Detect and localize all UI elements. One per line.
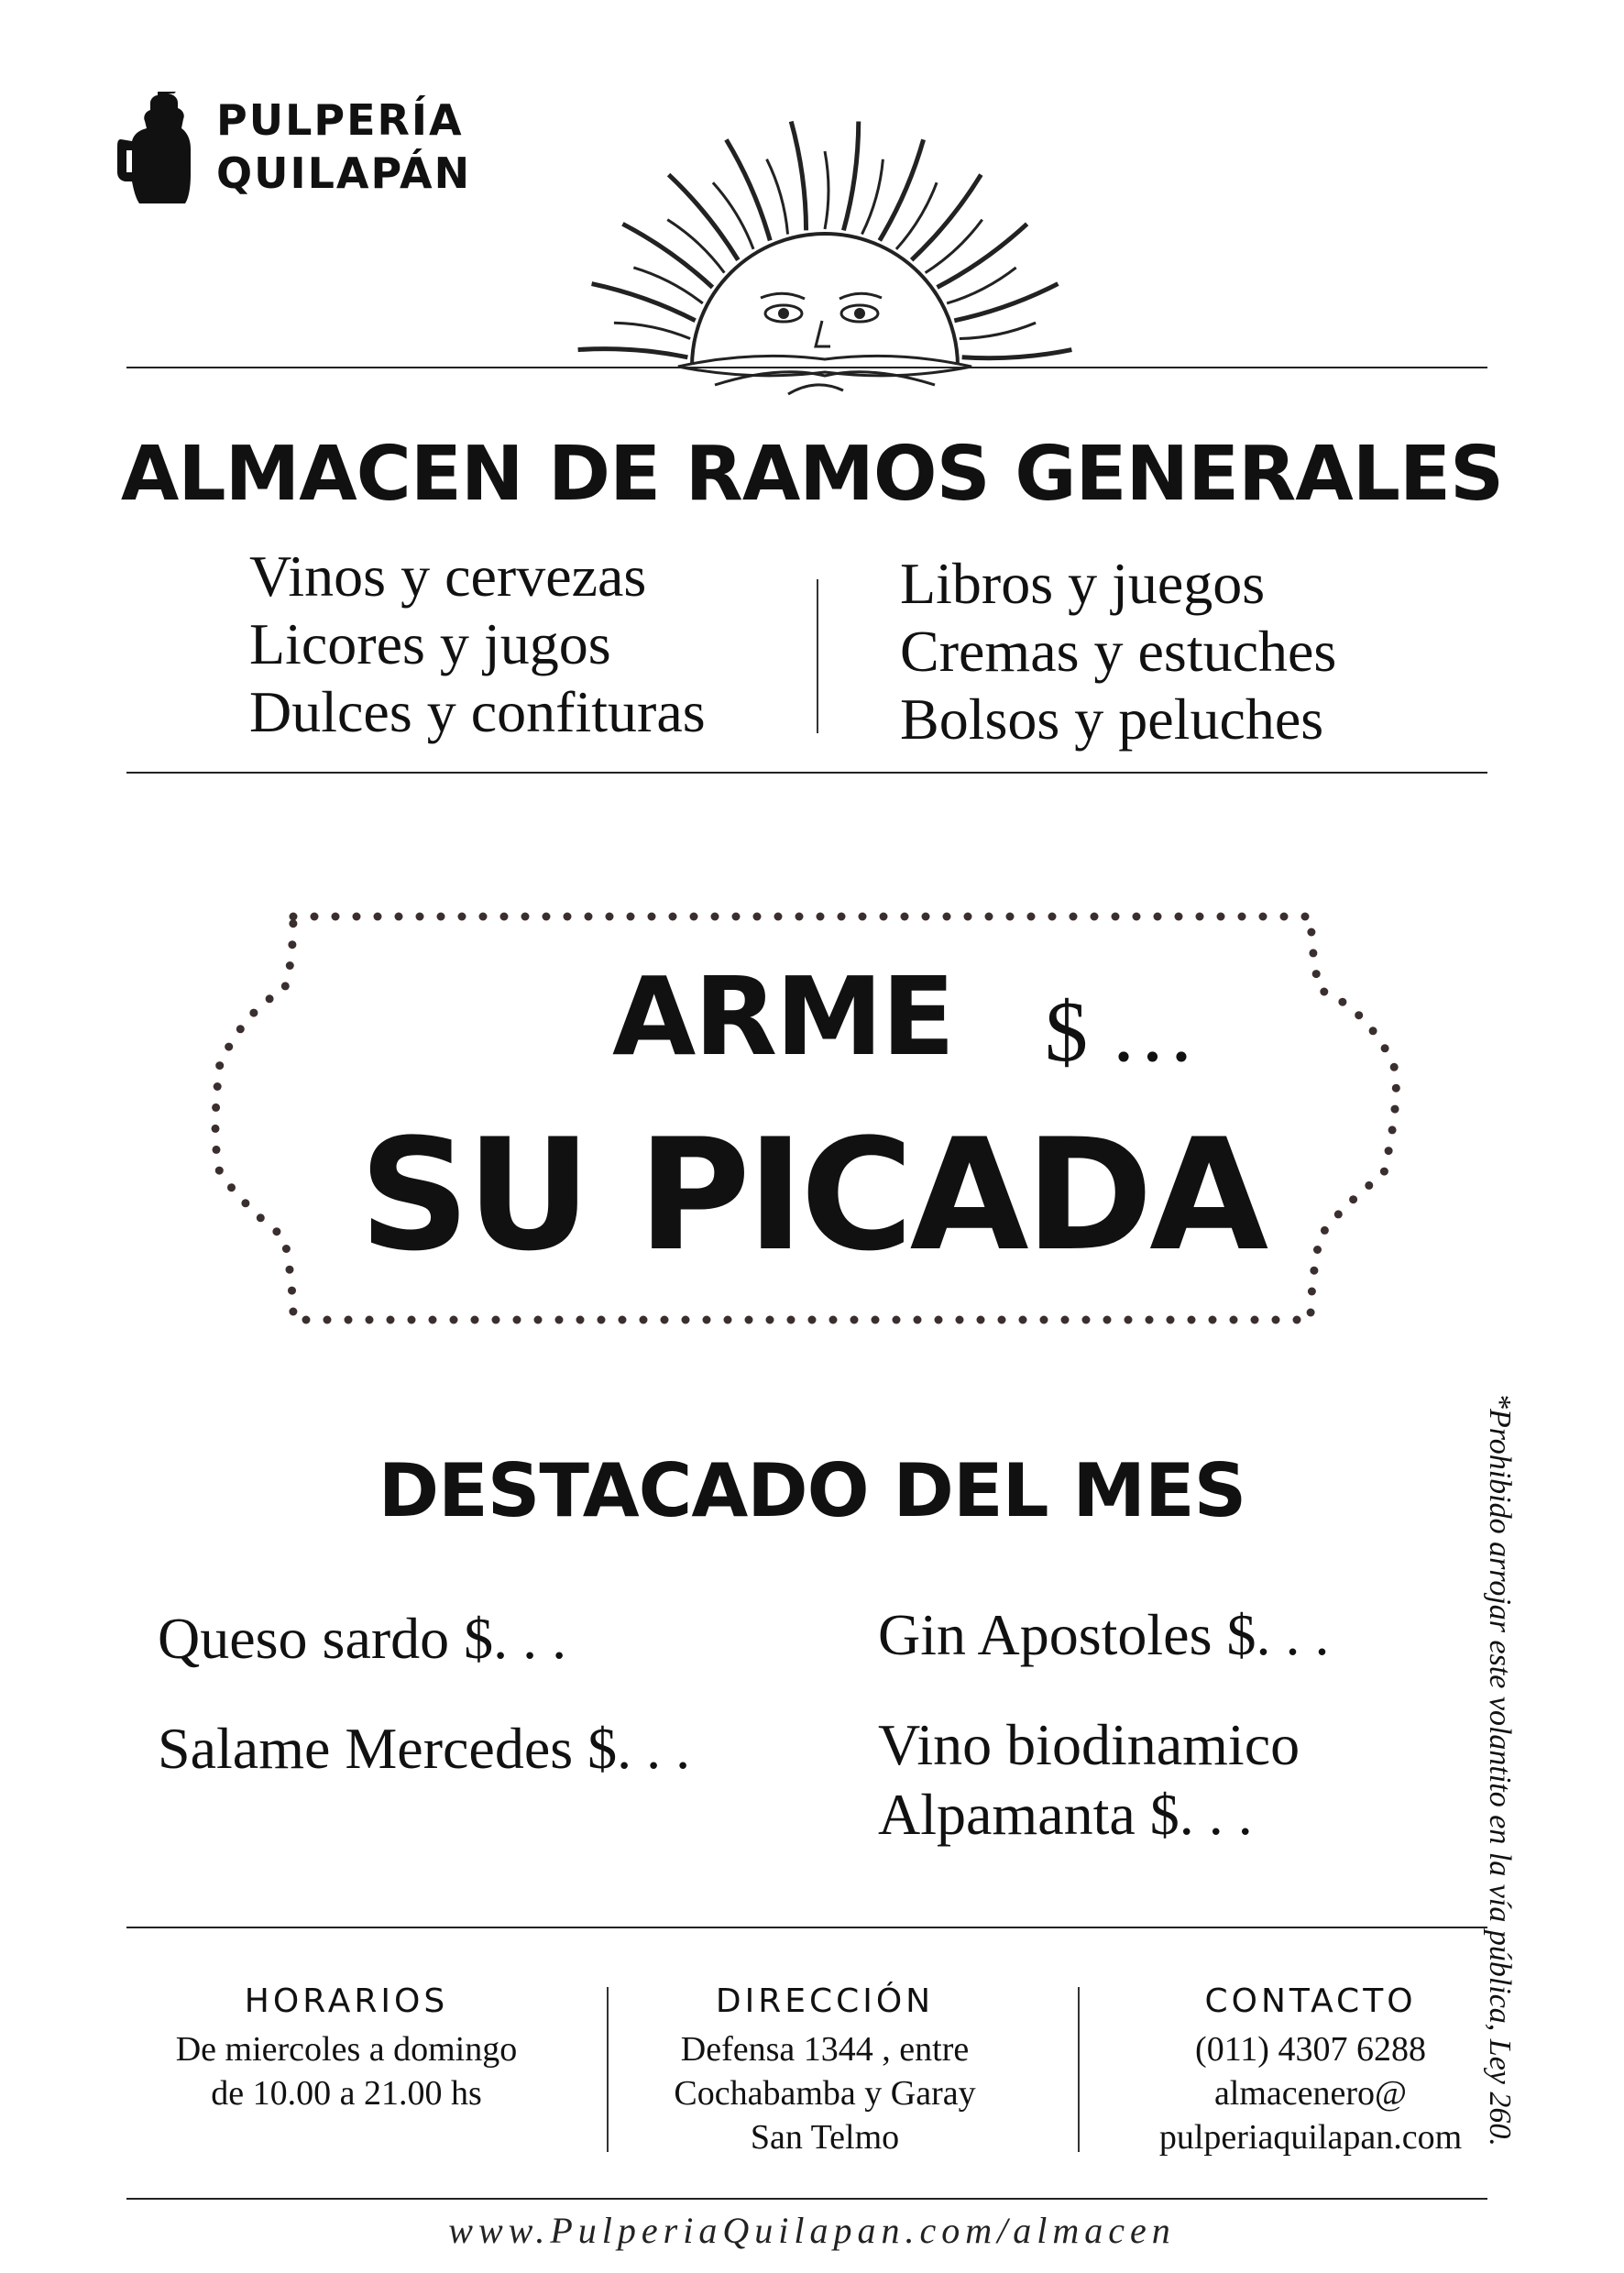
featured-item-line-1: Vino biodinamico — [878, 1712, 1300, 1777]
footer-hours-line: De miercoles a domingo — [175, 2030, 518, 2069]
footer-address-line: Cochabamba y Garay — [674, 2074, 976, 2113]
featured-item-line-2: Alpamanta $. . . — [878, 1782, 1253, 1847]
featured-item: Queso sardo $. . . — [158, 1606, 567, 1671]
legal-disclaimer-text: *Prohibido arrojar este volantito en la vía pública, Ley 260. — [1483, 1393, 1517, 2147]
product-list-right — [900, 550, 1336, 753]
promo-line-1: ARME — [612, 953, 954, 1080]
website-link[interactable]: www.PulperiaQuilapan.com/almacen — [448, 2210, 1176, 2251]
promo-line-2: SU PICADA — [358, 1105, 1266, 1285]
list-item: Cremas y estuches — [900, 619, 1337, 684]
footer-hours-heading: HORARIOS — [244, 1982, 449, 2020]
featured-item: Gin Apostoles $. . . — [878, 1602, 1330, 1667]
brand-logo — [117, 92, 502, 211]
list-item: Bolsos y peluches — [900, 686, 1324, 752]
footer-hours-line: de 10.00 a 21.00 hs — [211, 2074, 482, 2113]
list-item: Dulces y confituras — [249, 679, 706, 744]
footer-address-heading: DIRECCIÓN — [715, 1982, 935, 2020]
featured-heading: DESTACADO DEL MES — [378, 1448, 1246, 1533]
product-list-left — [249, 543, 706, 746]
footer-contact — [1091, 1976, 1531, 2159]
footer-contact-email: pulperiaquilapan.com — [1158, 2118, 1463, 2157]
footer-divider — [1078, 1987, 1080, 2152]
brand-line-2: QUILAPÁN — [216, 148, 472, 198]
footer-contact-heading: CONTACTO — [1204, 1982, 1417, 2020]
footer-address — [605, 1976, 1045, 2159]
footer-contact-email: almacenero@ — [1213, 2074, 1408, 2113]
list-item: Vinos y cervezas — [249, 544, 647, 609]
footer-address-line: Defensa 1344 , entre — [680, 2030, 970, 2069]
sun-of-may-icon — [568, 110, 1081, 422]
brand-line-1: PULPERÍA — [216, 95, 464, 145]
divider-footer-top — [126, 1927, 1487, 1928]
divider-footer-bottom — [126, 2198, 1487, 2200]
footer-contact-phone: (011) 4307 6288 — [1195, 2030, 1426, 2069]
column-divider — [817, 579, 818, 733]
divider-top — [126, 367, 1487, 368]
footer-hours — [126, 1976, 566, 2115]
footer-address-line: San Telmo — [750, 2118, 900, 2157]
list-item: Libros y juegos — [900, 551, 1266, 616]
jug-icon — [117, 92, 202, 207]
page-title: ALMACEN DE RAMOS GENERALES — [120, 431, 1504, 518]
featured-item: Salame Mercedes $. . . — [158, 1716, 691, 1781]
divider-products — [126, 772, 1487, 774]
list-item: Licores y jugos — [249, 611, 611, 676]
promo-price: $ … — [1045, 984, 1196, 1080]
